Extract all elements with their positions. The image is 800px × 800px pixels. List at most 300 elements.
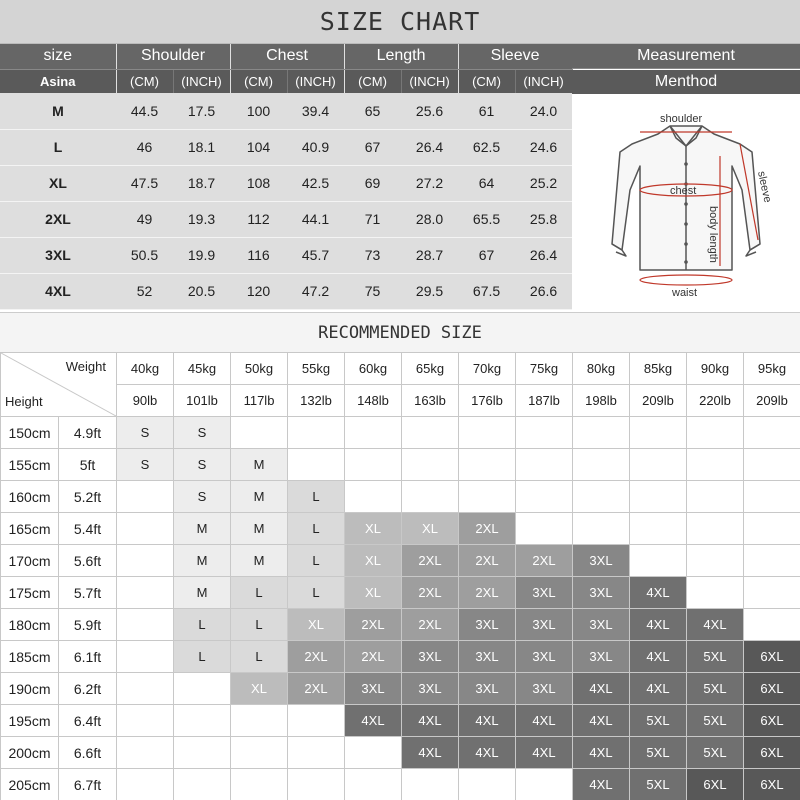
measurement-cell: 26.4: [401, 129, 458, 165]
size-recommendation-cell: [117, 609, 174, 641]
measurement-cell: 47.5: [116, 165, 173, 201]
weight-lb-cell: 90lb: [117, 385, 174, 417]
size-recommendation-cell: [174, 673, 231, 705]
weight-kg-cell: 80kg: [573, 353, 630, 385]
size-recommendation-cell: 2XL: [288, 673, 345, 705]
size-recommendation-cell: [402, 449, 459, 481]
measurement-cell: 75: [344, 273, 401, 309]
size-recommendation-cell: [117, 673, 174, 705]
chest-header: Chest: [230, 44, 344, 69]
size-recommendation-cell: [117, 577, 174, 609]
size-recommendation-cell: 5XL: [687, 673, 744, 705]
weight-label: Weight: [65, 359, 106, 374]
size-recommendation-cell: [687, 545, 744, 577]
size-recommendation-cell: XL: [288, 609, 345, 641]
size-recommendation-cell: [174, 769, 231, 800]
weight-kg-cell: 95kg: [744, 353, 800, 385]
size-recommendation-cell: 2XL: [459, 577, 516, 609]
weight-height-corner: [1, 353, 117, 417]
size-recommendation-cell: 2XL: [516, 545, 573, 577]
size-recommendation-cell: 2XL: [402, 545, 459, 577]
recommended-title: RECOMMENDED SIZE: [0, 312, 800, 352]
size-recommendation-cell: XL: [345, 577, 402, 609]
unit-header-row: [0, 69, 572, 93]
size-header: size: [0, 44, 116, 69]
size-recommendation-cell: 6XL: [744, 769, 800, 800]
size-recommendation-cell: 4XL: [516, 737, 573, 769]
measurement-cell: 24.6: [515, 129, 572, 165]
unit-inch: (INCH): [173, 69, 230, 93]
size-recommendation-cell: 6XL: [744, 673, 800, 705]
size-recommendation-cell: [402, 417, 459, 449]
size-recommendation-cell: [117, 513, 174, 545]
weight-kg-cell: 85kg: [630, 353, 687, 385]
measurement-cell: 108: [230, 165, 287, 201]
body-length-label: body length: [707, 206, 719, 263]
chest-label: chest: [670, 185, 697, 197]
size-recommendation-cell: 4XL: [573, 769, 630, 800]
size-recommendation-cell: L: [288, 577, 345, 609]
size-recommendation-cell: [459, 769, 516, 800]
size-recommendation-cell: [117, 705, 174, 737]
height-cm-cell: 155cm: [1, 449, 59, 481]
measurement-cell: 61: [458, 93, 515, 129]
weight-lb-cell: 187lb: [516, 385, 573, 417]
weight-lb-cell: 198lb: [573, 385, 630, 417]
measurement-cell: 69: [344, 165, 401, 201]
size-recommendation-cell: 4XL: [687, 609, 744, 641]
unit-cm: (CM): [458, 69, 515, 93]
measurement-cell: 49: [116, 201, 173, 237]
size-recommendation-cell: [516, 417, 573, 449]
table-row: [1, 545, 800, 577]
weight-kg-row: [1, 353, 800, 385]
size-recommendation-cell: [174, 705, 231, 737]
weight-lb-cell: 117lb: [231, 385, 288, 417]
size-recommendation-cell: L: [231, 609, 288, 641]
size-recommendation-cell: [117, 545, 174, 577]
height-cm-cell: 170cm: [1, 545, 59, 577]
size-recommendation-cell: 4XL: [630, 577, 687, 609]
measurement-cell: 71: [344, 201, 401, 237]
unit-cm: (CM): [116, 69, 173, 93]
weight-kg-cell: 60kg: [345, 353, 402, 385]
size-recommendation-cell: S: [117, 417, 174, 449]
height-cm-cell: 150cm: [1, 417, 59, 449]
height-ft-cell: 5ft: [59, 449, 117, 481]
size-recommendation-cell: 4XL: [630, 641, 687, 673]
size-recommendation-cell: 5XL: [630, 737, 687, 769]
measurement-cell: 28.7: [401, 237, 458, 273]
size-recommendation-cell: [687, 577, 744, 609]
length-header: Length: [344, 44, 458, 69]
sleeve-label: sleeve: [755, 170, 774, 204]
size-cell: 3XL: [0, 237, 116, 273]
size-recommendation-cell: 5XL: [630, 769, 687, 800]
size-recommendation-cell: [630, 513, 687, 545]
height-ft-cell: 6.1ft: [59, 641, 117, 673]
height-ft-cell: 5.7ft: [59, 577, 117, 609]
size-recommendation-cell: [630, 417, 687, 449]
size-recommendation-cell: [630, 449, 687, 481]
height-cm-cell: 160cm: [1, 481, 59, 513]
sleeve-header: Sleeve: [458, 44, 572, 69]
size-recommendation-cell: [288, 737, 345, 769]
measurement-cell: 25.8: [515, 201, 572, 237]
size-recommendation-cell: [345, 769, 402, 800]
size-recommendation-cell: M: [231, 513, 288, 545]
measurement-cell: 20.5: [173, 273, 230, 309]
weight-lb-cell: 148lb: [345, 385, 402, 417]
measurement-cell: 73: [344, 237, 401, 273]
size-cell: M: [0, 93, 116, 129]
page-title: SIZE CHART: [0, 0, 800, 44]
size-recommendation-cell: 5XL: [687, 641, 744, 673]
measurement-cell: 40.9: [287, 129, 344, 165]
recommended-body: [1, 417, 800, 800]
size-recommendation-cell: [744, 481, 800, 513]
weight-lb-cell: 163lb: [402, 385, 459, 417]
size-recommendation-cell: L: [174, 641, 231, 673]
size-cell: 4XL: [0, 273, 116, 309]
table-row: [0, 93, 572, 129]
size-recommendation-cell: [630, 545, 687, 577]
size-recommendation-cell: 3XL: [402, 673, 459, 705]
size-recommendation-cell: M: [174, 577, 231, 609]
measurement-cell: 39.4: [287, 93, 344, 129]
weight-kg-cell: 70kg: [459, 353, 516, 385]
size-recommendation-cell: 3XL: [516, 673, 573, 705]
size-recommendation-cell: 4XL: [345, 705, 402, 737]
size-recommendation-cell: [744, 417, 800, 449]
size-recommendation-cell: [117, 481, 174, 513]
size-recommendation-cell: [744, 449, 800, 481]
size-recommendation-cell: [288, 417, 345, 449]
height-cm-cell: 180cm: [1, 609, 59, 641]
size-recommendation-cell: 2XL: [402, 609, 459, 641]
measurement-cell: 67: [344, 129, 401, 165]
size-recommendation-cell: 4XL: [459, 737, 516, 769]
height-cm-cell: 185cm: [1, 641, 59, 673]
measurement-cell: 120: [230, 273, 287, 309]
table-row: [0, 201, 572, 237]
weight-lb-cell: 220lb: [687, 385, 744, 417]
measurement-cell: 27.2: [401, 165, 458, 201]
size-recommendation-cell: [345, 737, 402, 769]
measurement-cell: 46: [116, 129, 173, 165]
height-ft-cell: 5.9ft: [59, 609, 117, 641]
size-recommendation-cell: 4XL: [402, 737, 459, 769]
size-recommendation-cell: [117, 641, 174, 673]
table-row: [1, 673, 800, 705]
size-recommendation-cell: [744, 577, 800, 609]
measurement-cell: 26.4: [515, 237, 572, 273]
size-recommendation-cell: XL: [402, 513, 459, 545]
unit-inch: (INCH): [287, 69, 344, 93]
table-row: [0, 237, 572, 273]
size-recommendation-cell: [402, 769, 459, 800]
size-recommendation-cell: L: [231, 641, 288, 673]
size-recommendation-cell: [744, 609, 800, 641]
weight-lb-cell: 132lb: [288, 385, 345, 417]
size-recommendation-cell: [231, 705, 288, 737]
height-ft-cell: 4.9ft: [59, 417, 117, 449]
size-recommendation-cell: M: [174, 513, 231, 545]
measurement-cell: 67: [458, 237, 515, 273]
measurement-cell: 19.3: [173, 201, 230, 237]
size-recommendation-cell: [288, 705, 345, 737]
size-recommendation-cell: [231, 417, 288, 449]
height-ft-cell: 6.7ft: [59, 769, 117, 800]
table-row: [1, 737, 800, 769]
size-recommendation-cell: 3XL: [459, 673, 516, 705]
height-cm-cell: 195cm: [1, 705, 59, 737]
size-recommendation-cell: L: [174, 609, 231, 641]
size-recommendation-cell: 4XL: [402, 705, 459, 737]
table-row: [1, 705, 800, 737]
size-recommendation-cell: [117, 737, 174, 769]
measurement-cell: 18.1: [173, 129, 230, 165]
measurement-cell: 104: [230, 129, 287, 165]
measurement-cell: 62.5: [458, 129, 515, 165]
measurement-cell: 25.2: [515, 165, 572, 201]
height-ft-cell: 6.4ft: [59, 705, 117, 737]
measurement-cell: 52: [116, 273, 173, 309]
weight-kg-cell: 65kg: [402, 353, 459, 385]
size-recommendation-cell: [117, 769, 174, 800]
unit-inch: (INCH): [515, 69, 572, 93]
measurement-cell: 19.9: [173, 237, 230, 273]
size-recommendation-cell: S: [174, 417, 231, 449]
size-recommendation-cell: [345, 417, 402, 449]
measurement-cell: 28.0: [401, 201, 458, 237]
size-recommendation-cell: M: [231, 449, 288, 481]
measurement-cell: 47.2: [287, 273, 344, 309]
size-recommendation-cell: 3XL: [516, 641, 573, 673]
size-recommendation-cell: [459, 481, 516, 513]
size-recommendation-cell: [516, 449, 573, 481]
table-row: [1, 417, 800, 449]
size-recommendation-cell: [744, 545, 800, 577]
recommended-table: [0, 352, 800, 800]
table-row: [1, 641, 800, 673]
measurement-cell: 67.5: [458, 273, 515, 309]
measurement-cell: 26.6: [515, 273, 572, 309]
size-recommendation-cell: 4XL: [573, 737, 630, 769]
size-recommendation-cell: [687, 449, 744, 481]
height-cm-cell: 200cm: [1, 737, 59, 769]
unit-cm: (CM): [230, 69, 287, 93]
measurement-cell: 29.5: [401, 273, 458, 309]
size-recommendation-cell: [231, 737, 288, 769]
size-recommendation-cell: L: [231, 577, 288, 609]
size-recommendation-cell: 2XL: [459, 513, 516, 545]
unit-inch: (INCH): [401, 69, 458, 93]
size-recommendation-cell: 4XL: [573, 673, 630, 705]
height-label: Height: [5, 394, 43, 409]
weight-kg-cell: 75kg: [516, 353, 573, 385]
table-row: [0, 165, 572, 201]
size-recommendation-cell: [516, 769, 573, 800]
size-recommendation-cell: [459, 417, 516, 449]
table-row: [1, 769, 800, 800]
measurement-cell: 45.7: [287, 237, 344, 273]
size-recommendation-cell: S: [117, 449, 174, 481]
size-recommendation-cell: [687, 481, 744, 513]
size-recommendation-cell: 3XL: [573, 609, 630, 641]
height-ft-cell: 6.6ft: [59, 737, 117, 769]
size-recommendation-cell: [174, 737, 231, 769]
size-recommendation-cell: 3XL: [573, 641, 630, 673]
unit-cm: (CM): [344, 69, 401, 93]
measurement-cell: 24.0: [515, 93, 572, 129]
size-recommendation-cell: [744, 513, 800, 545]
size-recommendation-cell: 2XL: [288, 641, 345, 673]
size-recommendation-cell: S: [174, 481, 231, 513]
size-recommendation-cell: 3XL: [402, 641, 459, 673]
measurement-cell: 50.5: [116, 237, 173, 273]
measurement-cell: 44.5: [116, 93, 173, 129]
size-recommendation-cell: [345, 481, 402, 513]
size-recommendation-cell: [231, 769, 288, 800]
weight-kg-cell: 45kg: [174, 353, 231, 385]
size-recommendation-cell: [687, 513, 744, 545]
weight-lb-cell: 101lb: [174, 385, 231, 417]
size-recommendation-cell: 3XL: [345, 673, 402, 705]
weight-kg-cell: 40kg: [117, 353, 174, 385]
size-recommendation-cell: 6XL: [687, 769, 744, 800]
shirt-icon: [572, 94, 800, 310]
size-recommendation-cell: M: [231, 481, 288, 513]
weight-kg-cell: 90kg: [687, 353, 744, 385]
size-chart-body: [0, 93, 572, 309]
table-row: [1, 449, 800, 481]
method-header: Menthod: [572, 70, 800, 94]
measurement-cell: 18.7: [173, 165, 230, 201]
table-row: [1, 609, 800, 641]
size-cell: L: [0, 129, 116, 165]
height-cm-cell: 190cm: [1, 673, 59, 705]
measurement-cell: 112: [230, 201, 287, 237]
size-chart-header: [0, 44, 572, 69]
measurement-cell: 42.5: [287, 165, 344, 201]
size-recommendation-cell: 3XL: [459, 641, 516, 673]
size-recommendation-cell: [345, 449, 402, 481]
height-ft-cell: 5.6ft: [59, 545, 117, 577]
shoulder-header: Shoulder: [116, 44, 230, 69]
weight-kg-cell: 50kg: [231, 353, 288, 385]
size-recommendation-cell: 5XL: [687, 705, 744, 737]
size-recommendation-cell: 2XL: [345, 609, 402, 641]
weight-lb-cell: 176lb: [459, 385, 516, 417]
measurement-cell: 100: [230, 93, 287, 129]
measurement-cell: 44.1: [287, 201, 344, 237]
size-recommendation-cell: M: [174, 545, 231, 577]
size-recommendation-cell: 3XL: [459, 609, 516, 641]
shoulder-label: shoulder: [660, 113, 703, 125]
size-recommendation-cell: 4XL: [516, 705, 573, 737]
size-recommendation-cell: 2XL: [345, 641, 402, 673]
size-recommendation-cell: 5XL: [687, 737, 744, 769]
waist-label: waist: [672, 287, 698, 299]
measurement-cell: 65.5: [458, 201, 515, 237]
size-recommendation-cell: L: [288, 545, 345, 577]
size-recommendation-cell: L: [288, 513, 345, 545]
size-recommendation-cell: 3XL: [573, 577, 630, 609]
measurement-cell: 17.5: [173, 93, 230, 129]
table-row: [0, 273, 572, 309]
height-cm-cell: 205cm: [1, 769, 59, 800]
measurement-cell: 65: [344, 93, 401, 129]
size-recommendation-cell: [573, 449, 630, 481]
size-recommendation-cell: 3XL: [516, 609, 573, 641]
size-recommendation-cell: 6XL: [744, 737, 800, 769]
size-recommendation-cell: 3XL: [516, 577, 573, 609]
height-ft-cell: 6.2ft: [59, 673, 117, 705]
size-recommendation-cell: [288, 769, 345, 800]
measurement-header: Measurement: [572, 44, 800, 69]
height-ft-cell: 5.4ft: [59, 513, 117, 545]
size-recommendation-cell: 4XL: [630, 609, 687, 641]
height-cm-cell: 165cm: [1, 513, 59, 545]
size-recommendation-cell: 4XL: [459, 705, 516, 737]
weight-lb-cell: 209lb: [630, 385, 687, 417]
size-recommendation-cell: [573, 417, 630, 449]
brand-label: Asina: [0, 69, 116, 93]
size-recommendation-cell: 4XL: [573, 705, 630, 737]
size-recommendation-cell: [573, 513, 630, 545]
measurement-cell: 116: [230, 237, 287, 273]
height-ft-cell: 5.2ft: [59, 481, 117, 513]
size-recommendation-cell: 2XL: [459, 545, 516, 577]
size-recommendation-cell: [573, 481, 630, 513]
size-recommendation-cell: [402, 481, 459, 513]
size-recommendation-cell: [516, 513, 573, 545]
size-recommendation-cell: 6XL: [744, 641, 800, 673]
table-row: [1, 577, 800, 609]
size-recommendation-cell: XL: [345, 513, 402, 545]
size-recommendation-cell: 4XL: [630, 673, 687, 705]
size-recommendation-cell: S: [174, 449, 231, 481]
size-recommendation-cell: [288, 449, 345, 481]
size-recommendation-cell: L: [288, 481, 345, 513]
size-recommendation-cell: [516, 481, 573, 513]
weight-kg-cell: 55kg: [288, 353, 345, 385]
table-row: [1, 481, 800, 513]
measurement-cell: 25.6: [401, 93, 458, 129]
size-recommendation-cell: [459, 449, 516, 481]
weight-lb-cell: 209lb: [744, 385, 800, 417]
size-recommendation-cell: 2XL: [402, 577, 459, 609]
height-cm-cell: 175cm: [1, 577, 59, 609]
size-recommendation-cell: 6XL: [744, 705, 800, 737]
measurement-diagram: [572, 94, 800, 310]
measurement-cell: 64: [458, 165, 515, 201]
weight-lb-row: [1, 385, 800, 417]
size-cell: XL: [0, 165, 116, 201]
table-row: [0, 129, 572, 165]
size-recommendation-cell: [630, 481, 687, 513]
size-recommendation-cell: M: [231, 545, 288, 577]
size-recommendation-cell: [687, 417, 744, 449]
size-chart-table: [0, 44, 573, 310]
size-recommendation-cell: XL: [345, 545, 402, 577]
size-recommendation-cell: 5XL: [630, 705, 687, 737]
table-row: [1, 513, 800, 545]
size-recommendation-cell: 3XL: [573, 545, 630, 577]
size-recommendation-cell: XL: [231, 673, 288, 705]
size-cell: 2XL: [0, 201, 116, 237]
